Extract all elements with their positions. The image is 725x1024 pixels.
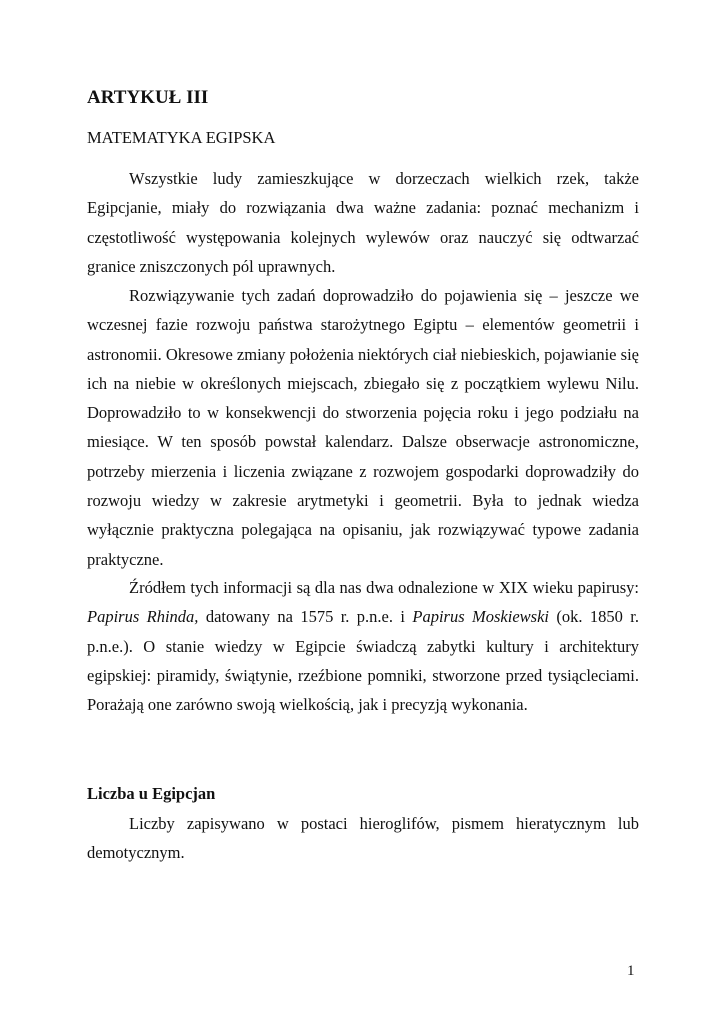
subheading-egyptian-numbers: Liczba u Egipcjan [87,784,216,803]
papyrus-moscow-title: Papirus Moskiewski [412,607,549,627]
paragraph-3-text-3: (ok. 1850 r. p.n.e.). O stanie wiedzy w Egipcie świadczą zabytki kultury i architektury egipskiej: piramidy, świątynie, rzeźbione pomniki, stworzone przed tysiącleciami. Porażają one zarówno swoją wielkością, jak i precyzją wykonania. [87,607,639,715]
paragraph-4: Liczby zapisywano w postaci hieroglifów, pismem hieratycznym lub demotycznym. [87,814,639,863]
section-title: MATEMATYKA EGIPSKA [87,128,276,147]
paragraph-1: Wszystkie ludy zamieszkujące w dorzeczach wielkich rzek, także Egipcjanie, miały do rozwiązania dwa ważne zadania: poznać mechanizm i częstotliwość występowania kolejnych wylewów oraz nauczyć się odtwarzać granice zniszczonych pól uprawnych. [87,169,639,276]
papyrus-rhind-title: Papirus Rhinda, [87,607,199,627]
article-title: ARTYKUŁ III [87,87,209,108]
paragraph-3 [87,573,639,719]
paragraph-3-text-2: datowany na 1575 r. p.n.e. i [198,607,413,627]
paragraph-3-text-1: Źródłem tych informacji są dla nas dwa odnalezione w XIX wieku papirusy: [129,578,639,597]
paragraph-2: Rozwiązywanie tych zadań doprowadziło do pojawienia się – jeszcze we wczesnej fazie rozwoju państwa starożytnego Egiptu – elementów geometrii i astronomii. Okresowe zmiany położenia niektórych ciał niebieskich, pojawianie się ich na niebie w określonych miejscach, zbiegało się z początkiem wylewu Nilu. Doprowadziło to w konsekwencji do stworzenia pojęcia roku i jego podziału na miesiące. W ten sposób powstał kalendarz. Dalsze obserwacje astronomiczne, potrzeby mierzenia i liczenia związane z rozwojem gospodarki doprowadziły do rozwoju wiedzy w zakresie arytmetyki i geometrii. Była to jednak wiedza wyłącznie praktyczna polegająca na opisaniu, jak rozwiązywać typowe zadania praktyczne. [87,286,639,569]
page-number: 1 [627,963,635,979]
